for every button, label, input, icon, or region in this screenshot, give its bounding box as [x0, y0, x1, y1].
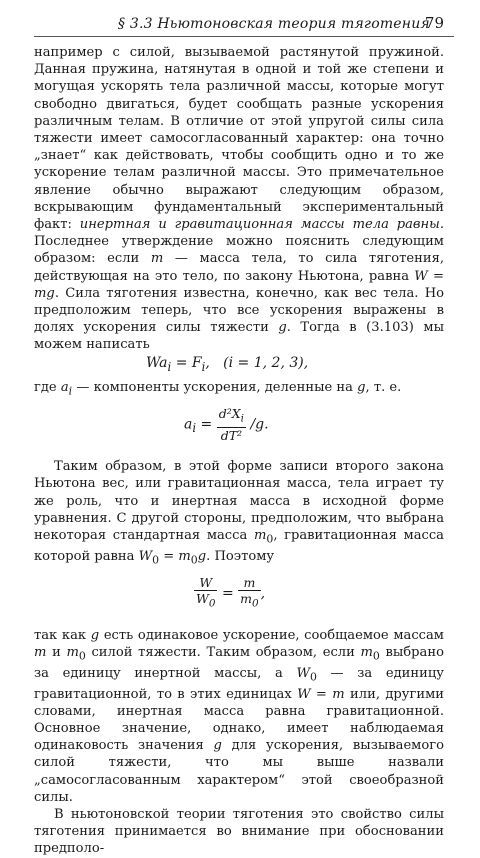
body-text: [34, 44, 444, 858]
acceleration-fraction: $\frac{d^2X_i}{\text{dT²}}$: [218, 406, 244, 443]
equation-acceleration: $a_i$ = $\frac{d^2X_i}{\text{dT²}}$ /g.: [184, 406, 269, 443]
paragraph-3: Таким образом, в этой форме записи второго закона Ньютона вес, или гравитационная масса, тела играет ту же роль, что и инертная масса в исходной форме уравнения. С другой стороны, предположим, что выбрана некоторая стандартная масса $m_0$, гравитационная масса которой равна $W_0 = m_0g$. Поэтому: [34, 459, 444, 567]
header-rule: [34, 36, 454, 37]
running-head: § 3.3 Ньютоновская теория тяготения: [118, 16, 430, 32]
weight-fraction: $\frac{W}{W_0}$: [196, 574, 216, 610]
paragraph-5: В ньютоновской теории тяготения это свойство силы тяготения принимается во внимание при обосновании предполо-: [34, 806, 444, 857]
page-header: [34, 14, 454, 36]
paragraph-2: где $a_i$ — компоненты ускорения, деленные на g, т. е.: [34, 380, 402, 399]
paragraph-1: например с силой, вызываемой растянутой пружиной. Данная пружина, натянутая в одной и той же степени и могущая ускорять тела различной массы, которые могут свободно двигаться, будет сообщать разные ускорения различным телам. В отличие от этой упругой силы сила тяжести имеет самосогласованный характер: она точно „знает“ как действовать, чтобы сообщить одно и то же ускорение телам различной массы. Это примечательное явление обычно выражают следующим образом, вскрывающим фундаментальный экспериментальный факт: инертная и гравитационная массы тела равны. Последнее утверждение можно пояснить следующим образом: если m — масса тела, то сила тяготения, действующая на это тело, по закону Ньютона, равна W = mg. Сила тяготения известна, конечно, как вес тела. Но предположим теперь, что все ускорения выражены в долях ускорения силы тяжести g. Тогда в (3.103) мы можем написать: [34, 45, 444, 353]
mass-fraction: $\frac{m}{m_0}$: [240, 574, 259, 610]
paragraph-4: так как g есть одинаковое ускорение, сообщаемое массам m и $m_0$ силой тяжести. Таким образом, если $m_0$ выбрано за единицу инертной массы, а $W_0$ — за единицу гравитационной, то в этих единицах W = m или, другими словами, инертная масса равна гравитационной. Основное значение, однако, имеет наблюдаемая одинаковость значения g для ускорения, вызываемого силой тяжести, что мы выше назвали „самосогласованным характером“ этой своеобразной силы.: [34, 627, 444, 805]
equation-mass-ratio: $\frac{W}{W_0}$ = $\frac{m}{m_0}$ ,: [196, 574, 266, 610]
page-number: 79: [424, 14, 444, 32]
equation-force: $Wa_i = F_i$, (i = 1, 2, 3),: [146, 354, 309, 374]
